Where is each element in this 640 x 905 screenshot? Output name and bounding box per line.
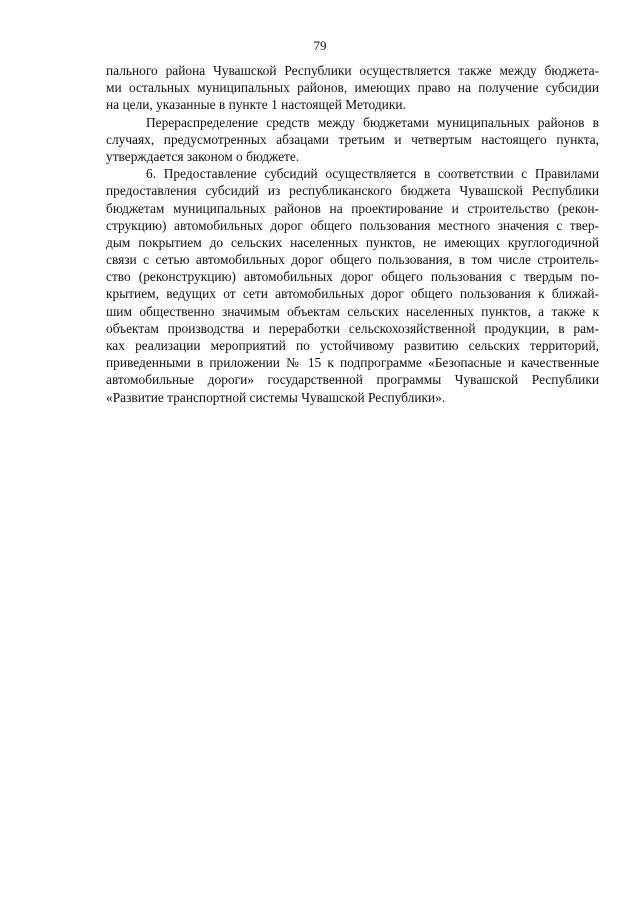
paragraph-line: объектам производства и переработки сельскохозяйственной продукции, в рам- [106,320,599,336]
paragraph-line: пального района Чувашской Республики осуществляется также между бюджета- [106,63,599,78]
paragraph-line: струкцию) автомобильных дорог общего пользования местного значения с твер- [106,217,599,233]
paragraph-line: дым покрытием до сельских населенных пунктов, не имеющих круглогодичной [106,234,599,250]
paragraph-line: ство (реконструкцию) автомобильных дорог общего пользования с твердым по- [106,269,599,285]
page-number: 79 [313,38,327,53]
paragraph-3 [106,165,599,406]
paragraph-line: на цели, указанные в пункте 1 настоящей Методики. [106,97,406,113]
paragraph-1 [106,62,599,114]
paragraph-line: предоставления субсидий из республиканского бюджета Чувашской Республики [106,183,599,199]
paragraph-line: бюджетам муниципальных районов на проектирование и строительство (рекон- [106,200,599,216]
paragraph-line: связи с сетью автомобильных дорог общего пользования, в том числе строитель- [106,252,599,268]
paragraph-line: случаях, предусмотренных абзацами третьим и четвертым настоящего пункта, [106,131,599,147]
paragraph-line: ми остальных муниципальных районов, имеющих право на получение субсидии [106,80,599,96]
paragraph-line: утверждается законом о бюджете. [106,148,300,164]
paragraph-line: «Развитие транспортной системы Чувашской Республики». [106,389,446,405]
paragraph-line: ках реализации мероприятий по устойчивому развитию сельских территорий, [106,338,599,353]
body-text [106,62,599,406]
paragraph-line: Перераспределение средств между бюджетами муниципальных районов в [146,114,599,130]
paragraph-line: автомобильные дороги» государственной программы Чувашской Республики [106,372,599,388]
paragraph-line: 6. Предоставление субсидий осуществляется в соответствии с Правилами [146,166,599,182]
paragraph-line: приведенными в приложении № 15 к подпрограмме «Безопасные и качественные [106,355,599,371]
paragraph-line: шим общественно значимым объектам сельских населенных пунктов, а также к [106,303,599,319]
paragraph-2 [106,114,599,166]
paragraph-line: крытием, ведущих от сети автомобильных дорог общего пользования к ближай- [106,286,599,302]
